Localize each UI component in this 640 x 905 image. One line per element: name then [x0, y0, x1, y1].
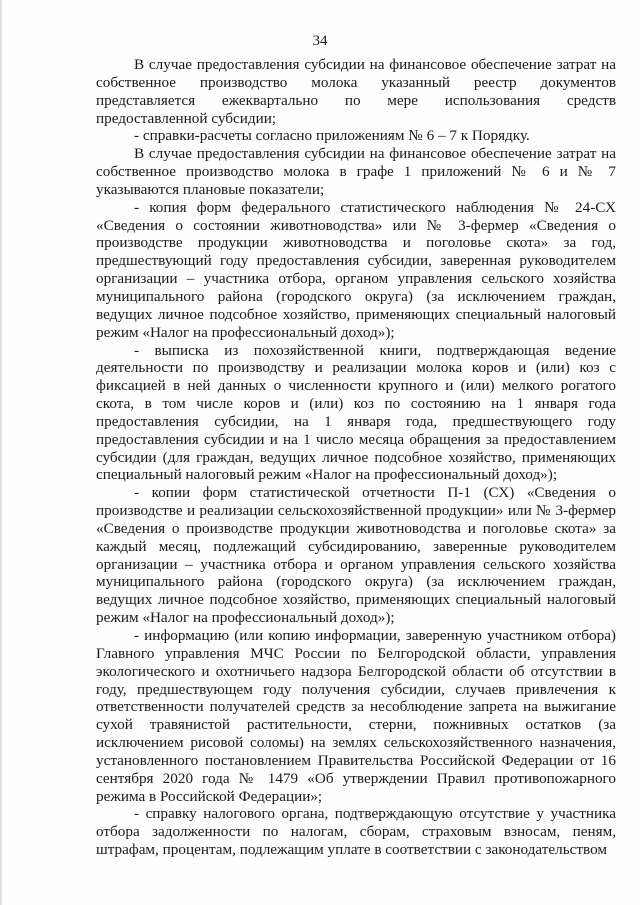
- paragraph-8: - справку налогового органа, подтверждающую отсутствие у участника отбора задолженности по налогам, сборам, страховым взносам, пеням, штрафам, процентам, подлежащим уплате в соответствии с законодательством: [96, 805, 616, 859]
- paragraph-6: - копии форм статистической отчетности П-1 (СХ) «Сведения о производстве и реализации сельскохозяйственной продукции» или № 3-фермер «Сведения о производстве продукции животноводства и поголовье скота» за каждый месяц, подлежащий субсидированию, заверенные руководителем организации – участника отбора и органом управления сельского хозяйства муниципального района (городского округа) (за исключением граждан, ведущих личное подсобное хозяйство, применяющих специальный налоговый режим «Налог на профессиональный доход»);: [96, 484, 616, 627]
- document-body: [96, 56, 616, 859]
- paragraph-2: - справки-расчеты согласно приложениям № 6 – 7 к Порядку.: [134, 127, 530, 145]
- paragraph-4: - копия форм федерального статистического наблюдения № 24-СХ «Сведения о состоянии животноводства» или № 3-фермер «Сведения о производстве продукции животноводства и поголовье скота» за год, предшествующий году предоставления субсидии, заверенная руководителем организации – участника отбора, органом управления сельского хозяйства муниципального района (городского округа) (за исключением граждан, ведущих личное подсобное хозяйство, применяющих специальный налоговый режим «Налог на профессиональный доход»);: [96, 198, 616, 341]
- paragraph-1: В случае предоставления субсидии на финансовое обеспечение затрат на собственное производство молока указанный реестр документов представляется ежеквартально по мере использования средств предоставленной субсидии;: [96, 56, 616, 127]
- paragraph-5: - выписка из похозяйственной книги, подтверждающая ведение деятельности по производству и реализации молока коров и (или) коз с фиксацией в ней данных о численности крупного и (или) мелкого рогатого скота, в том числе коров и (или) коз по состоянию на 1 января года предоставления субсидии, на 1 января года, предшествующего году предоставления субсидии и на 1 число месяца обращения за предоставлением субсидии (для граждан, ведущих личное подсобное хозяйство, применяющих специальный налоговый режим «Налог на профессиональный доход»);: [96, 341, 616, 484]
- page-number: 34: [312, 33, 328, 49]
- paragraph-7: - информацию (или копию информации, заверенную участником отбора) Главного управления МЧС России по Белгородской области, управления экологического и охотничьего надзора Белгородской области об отсутствии в году, предшествующем году получения субсидии, случаев привлечения к ответственности получателей средств за несоблюдение запрета на выжигание сухой травянистой растительности, стерни, пожнивных остатков (за исключением рисовой соломы) на землях сельскохозяйственного назначения, установленного постановлением Правительства Российской Федерации от 16 сентября 2020 года № 1479 «Об утверждении Правил противопожарного режима в Российской Федерации»;: [96, 627, 616, 805]
- scan-edge: [0, 0, 3, 905]
- paragraph-3: В случае предоставления субсидии на финансовое обеспечение затрат на собственное производство молока в графе 1 приложений № 6 и № 7 указываются плановые показатели;: [96, 145, 616, 198]
